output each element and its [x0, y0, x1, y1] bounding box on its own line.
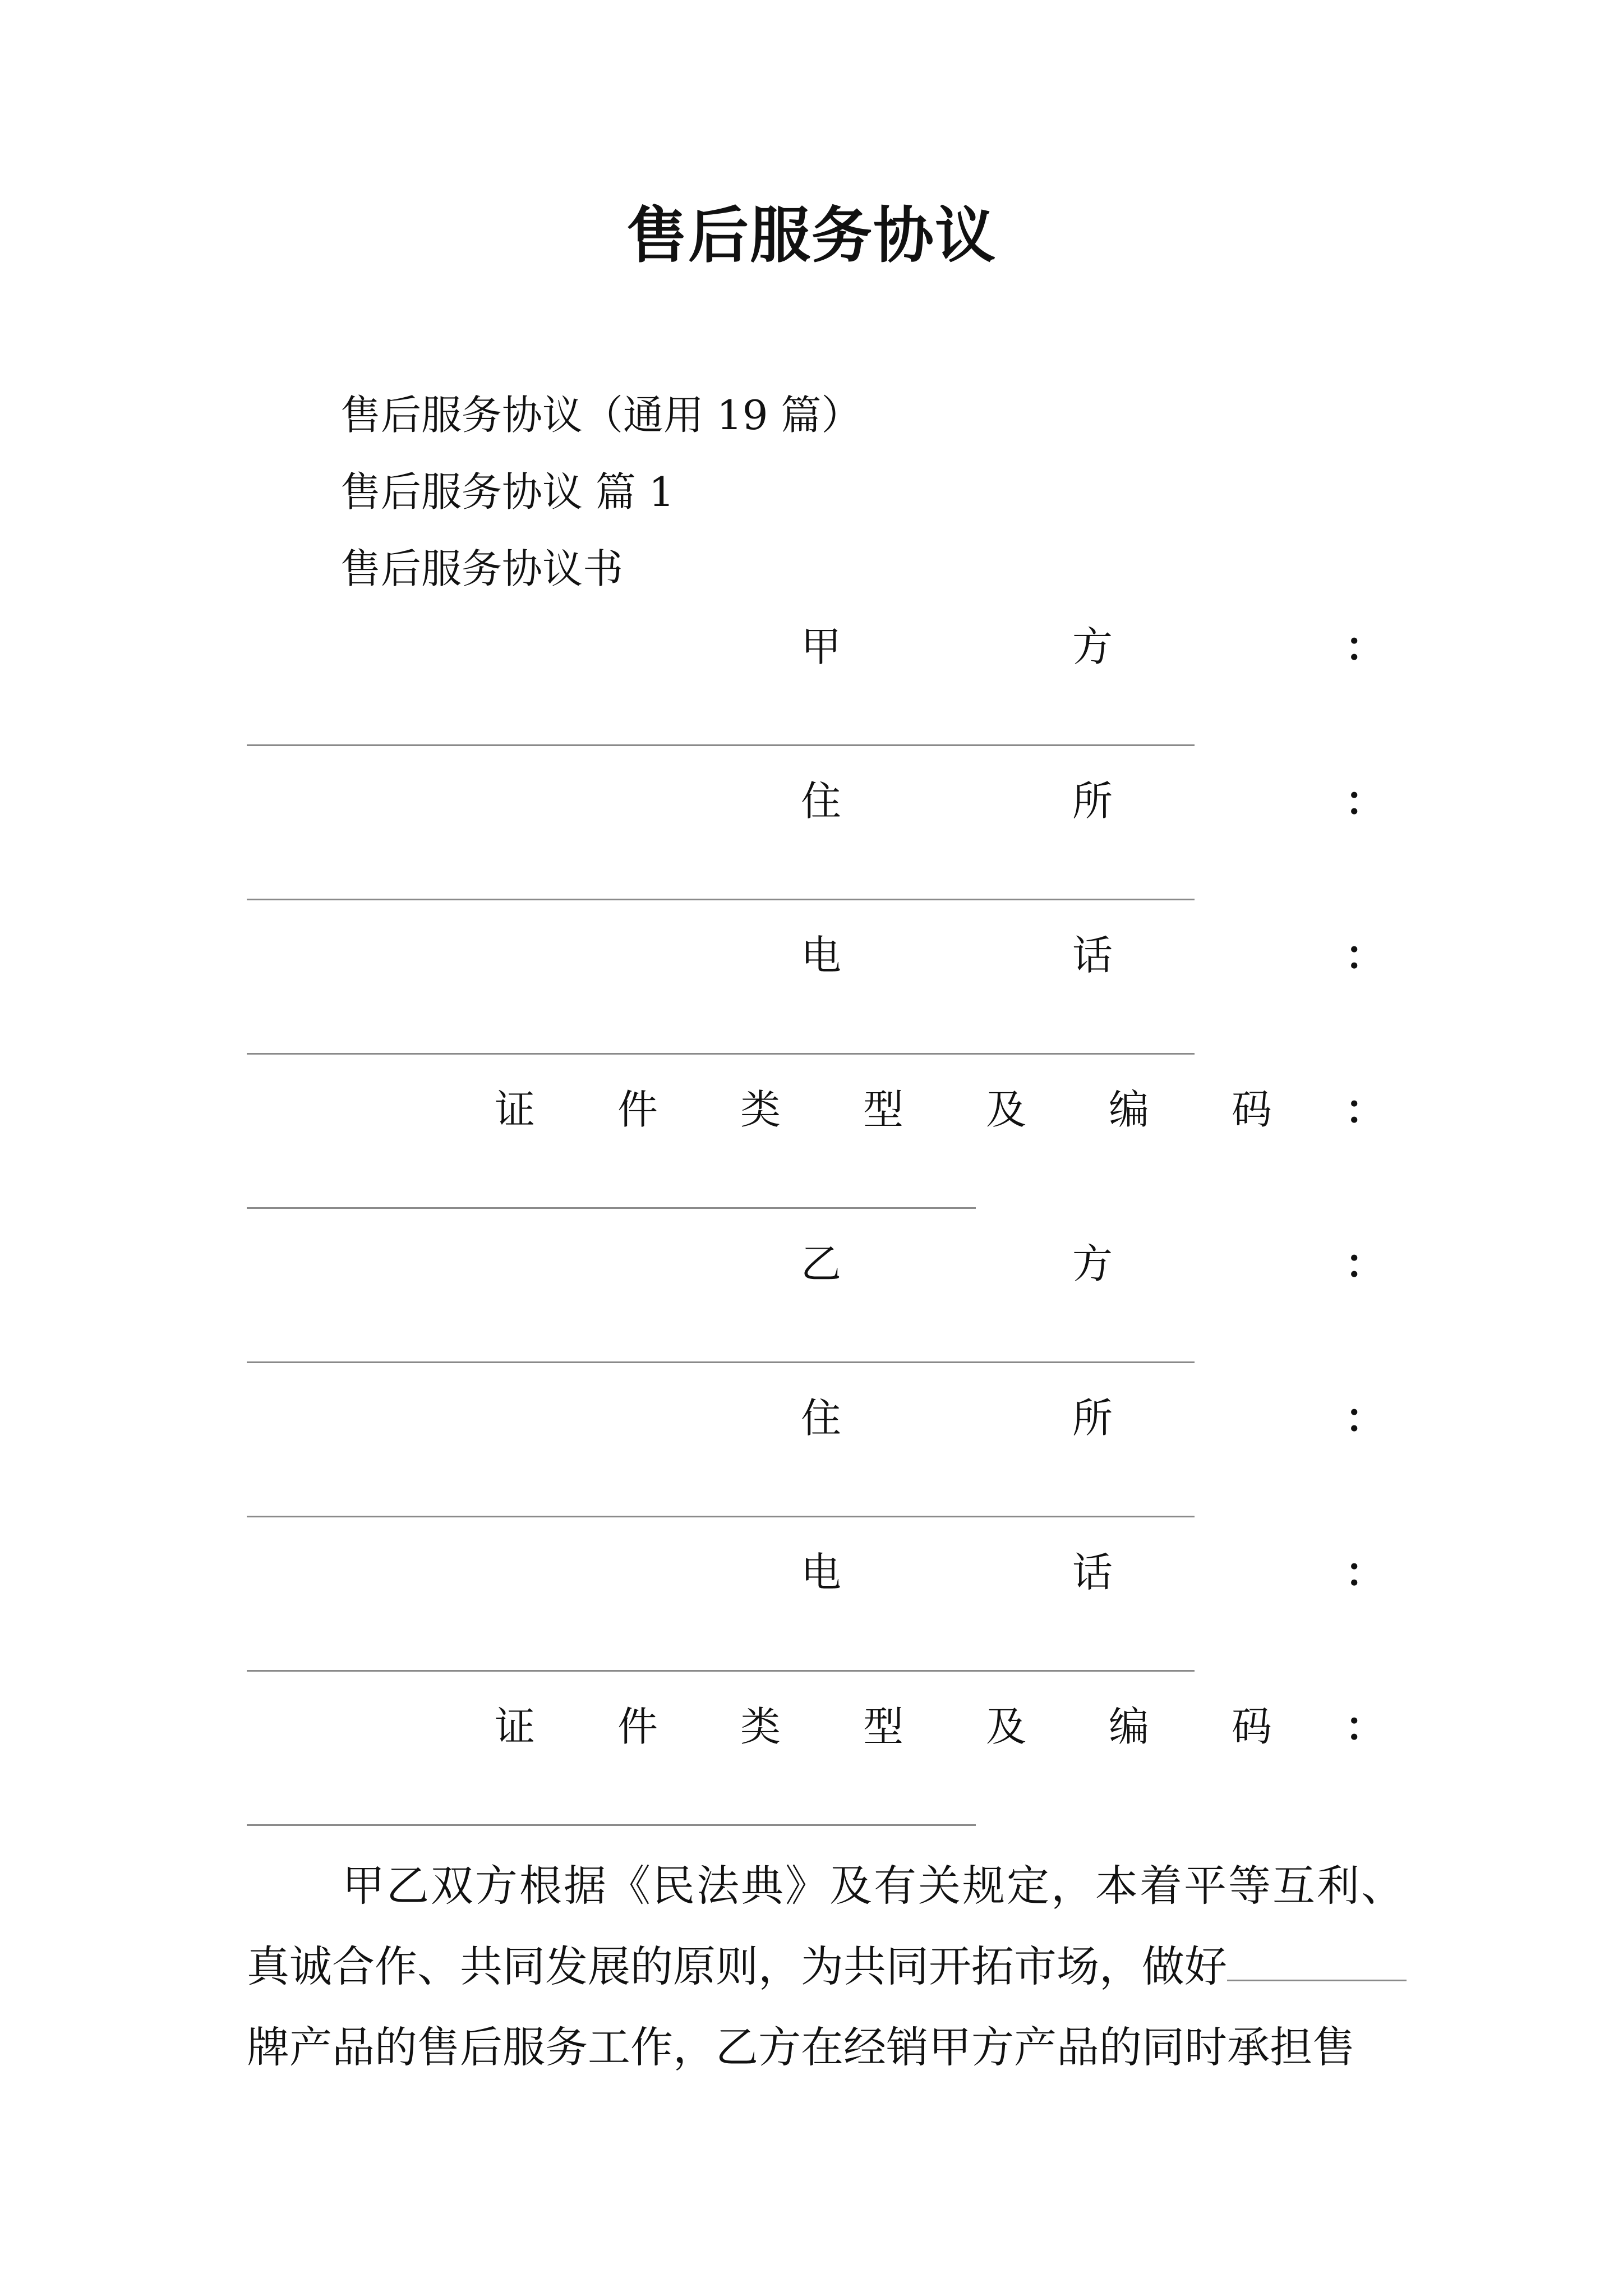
field-char: 型 [863, 1086, 904, 1133]
field-char: 话 [1072, 1549, 1113, 1596]
fill-in-line-party-a-id[interactable] [247, 1207, 976, 1209]
field-char: 及 [986, 1703, 1027, 1750]
field-char: 及 [986, 1086, 1027, 1133]
field-char: 证 [495, 1703, 536, 1750]
intro-line-collection: 售后服务协议（通用 19 篇） [340, 392, 862, 439]
field-char: 件 [617, 1703, 658, 1750]
field-party-a-phone [0, 927, 1623, 983]
field-colon: ： [1345, 1085, 1386, 1133]
brand-blank-field[interactable] [1227, 1940, 1407, 1981]
fill-in-line-party-b[interactable] [247, 1361, 1195, 1363]
field-char: 方 [1072, 623, 1113, 670]
field-char: 电 [801, 932, 842, 979]
field-colon: ： [1345, 931, 1386, 979]
intro-line-subtitle: 售后服务协议书 [340, 545, 624, 592]
field-colon: ： [1345, 1548, 1386, 1596]
fill-in-line-party-b-phone[interactable] [247, 1670, 1195, 1672]
field-char: 电 [801, 1549, 842, 1596]
field-char: 所 [1072, 777, 1113, 825]
field-party-b-address [0, 1390, 1623, 1446]
field-char: 编 [1109, 1086, 1150, 1133]
fill-in-line-party-a-address[interactable] [247, 899, 1195, 900]
field-char: 码 [1232, 1703, 1272, 1750]
field-char: 住 [801, 777, 842, 825]
paragraph-line: 牌产品的售后服务工作，乙方在经销甲方产品的同时承担售 [247, 2022, 1355, 2072]
field-char: 类 [740, 1086, 781, 1133]
field-party-a [0, 619, 1623, 675]
paragraph-line [247, 1926, 1419, 2007]
field-colon: ： [1345, 777, 1386, 825]
field-colon: ： [1345, 1703, 1386, 1750]
field-party-b [0, 1236, 1623, 1292]
fill-in-line-party-b-id[interactable] [247, 1824, 976, 1826]
field-char: 型 [863, 1703, 904, 1750]
field-char: 话 [1072, 932, 1113, 979]
field-char: 住 [801, 1395, 842, 1442]
fill-in-line-party-b-address[interactable] [247, 1516, 1195, 1517]
field-party-a-address [0, 773, 1623, 829]
field-char: 类 [740, 1703, 781, 1750]
field-party-a-id [0, 1082, 1623, 1138]
field-char: 乙 [801, 1240, 842, 1287]
field-colon: ： [1345, 1394, 1386, 1442]
field-char: 编 [1109, 1703, 1150, 1750]
field-char: 码 [1232, 1086, 1272, 1133]
field-char: 甲 [801, 623, 842, 670]
field-char: 件 [617, 1086, 658, 1133]
document-title: 售后服务协议 [626, 200, 997, 271]
fill-in-line-party-a[interactable] [247, 744, 1195, 746]
field-char: 所 [1072, 1395, 1113, 1442]
body-paragraph [247, 1846, 1419, 2088]
field-party-b-phone [0, 1544, 1623, 1600]
paragraph-text: 真诚合作、共同发展的原则，为共同开拓市场，做好 [247, 1941, 1227, 1991]
field-char: 方 [1072, 1240, 1113, 1287]
field-colon: ： [1345, 1240, 1386, 1287]
field-party-b-id [0, 1699, 1623, 1755]
fill-in-line-party-a-phone[interactable] [247, 1053, 1195, 1055]
field-char: 证 [495, 1086, 536, 1133]
paragraph-line: 甲乙双方根据《民法典》及有关规定，本着平等互利、 [342, 1861, 1405, 1911]
intro-line-section: 售后服务协议 篇 1 [340, 468, 675, 516]
field-colon: ： [1345, 623, 1386, 670]
